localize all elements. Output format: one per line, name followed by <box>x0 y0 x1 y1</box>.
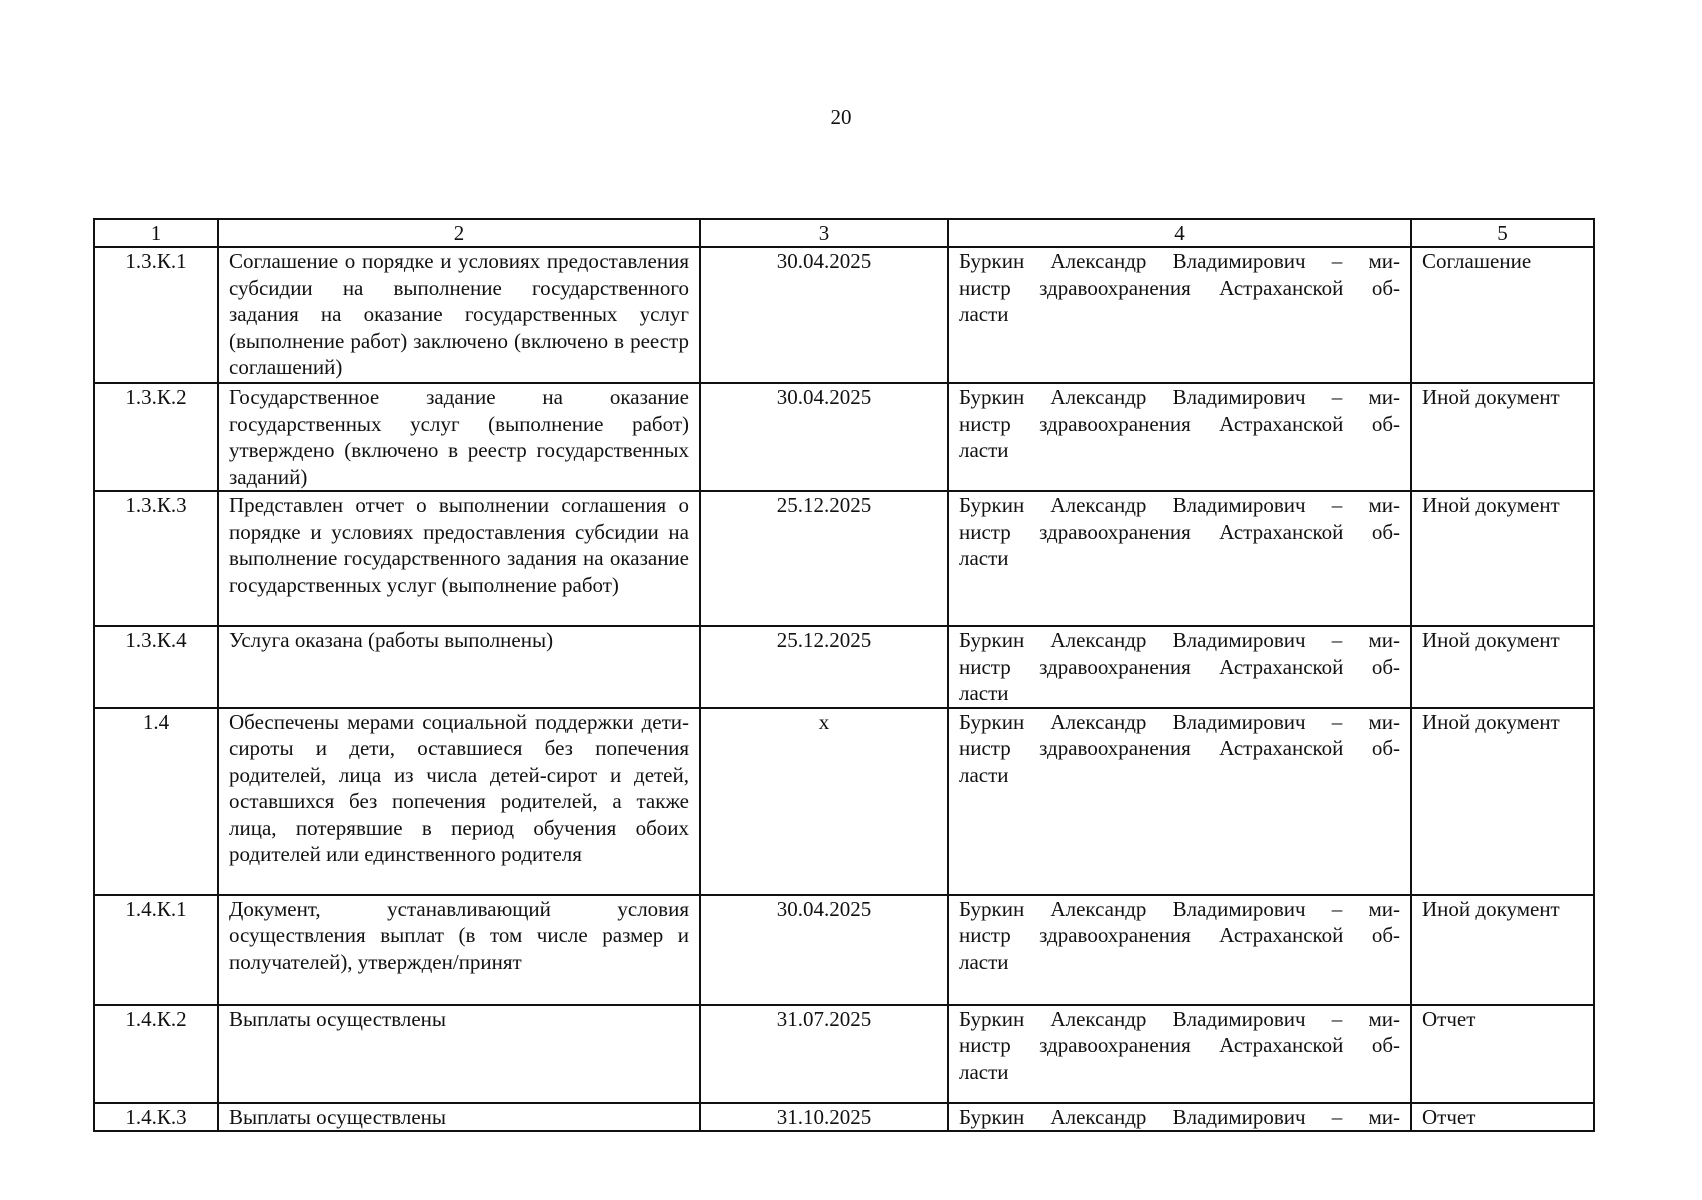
row-date: 31.10.2025 <box>700 1103 948 1132</box>
table-row <box>94 491 1594 626</box>
row-responsible <box>948 708 1411 895</box>
row-document-type: Иной документ <box>1411 491 1594 626</box>
row-number: 1.3.К.4 <box>94 626 218 708</box>
responsible-line: Буркин Александр Владимирович – ми- <box>959 628 1400 652</box>
row-document-type: Иной документ <box>1411 383 1594 491</box>
row-description: Соглашение о порядке и условиях предоставления субсидии на выполнение государственного задания на оказание государственных услуг (выполнение работ) заключено (включено в реестр соглашений) <box>218 247 700 383</box>
row-document-type: Отчет <box>1411 1005 1594 1103</box>
schedule-table-wrapper <box>93 218 1595 1132</box>
responsible-line: ласти <box>959 681 1009 705</box>
responsible-line: ласти <box>959 762 1009 787</box>
row-number: 1.4 <box>94 708 218 895</box>
table-row <box>94 383 1594 491</box>
responsible-line: нистр здравоохранения Астраханской об- <box>959 736 1400 760</box>
row-description: Государственное задание на оказание государственных услуг (выполнение работ) утверждено (включено в реестр государственных заданий) <box>218 383 700 491</box>
responsible-line: Буркин Александр Владимирович – ми- <box>959 249 1400 273</box>
row-date: 25.12.2025 <box>700 491 948 626</box>
row-document-type: Отчет <box>1411 1103 1594 1132</box>
responsible-line: Буркин Александр Владимирович – ми- <box>959 385 1400 409</box>
table-row <box>94 895 1594 1005</box>
row-number: 1.4.К.3 <box>94 1103 218 1132</box>
row-number: 1.3.К.2 <box>94 383 218 491</box>
responsible-line: ласти <box>959 438 1009 462</box>
row-number: 1.3.К.1 <box>94 247 218 383</box>
responsible-line: Буркин Александр Владимирович – ми- <box>959 709 1400 734</box>
row-description: Выплаты осуществлены <box>218 1103 700 1132</box>
responsible-line: ласти <box>959 1059 1009 1084</box>
row-date: х <box>700 708 948 895</box>
table-header-row <box>94 219 1594 247</box>
table-row <box>94 247 1594 383</box>
row-date: 30.04.2025 <box>700 247 948 383</box>
row-date: 31.07.2025 <box>700 1005 948 1103</box>
row-number: 1.4.К.1 <box>94 895 218 1005</box>
responsible-line: нистр здравоохранения Астраханской об- <box>959 1033 1400 1057</box>
responsible-line: Буркин Александр Владимирович – ми- <box>959 1006 1400 1031</box>
row-date: 30.04.2025 <box>700 895 948 1005</box>
responsible-line: нистр здравоохранения Астраханской об- <box>959 654 1400 679</box>
row-description: Услуга оказана (работы выполнены) <box>218 626 700 708</box>
row-document-type: Иной документ <box>1411 895 1594 1005</box>
column-header-5: 5 <box>1411 219 1594 247</box>
row-number: 1.3.К.3 <box>94 491 218 626</box>
row-date: 30.04.2025 <box>700 383 948 491</box>
responsible-line: нистр здравоохранения Астраханской об- <box>959 411 1400 436</box>
responsible-line: нистр здравоохранения Астраханской об- <box>959 519 1400 544</box>
column-header-3: 3 <box>700 219 948 247</box>
row-responsible <box>948 491 1411 626</box>
responsible-line: ласти <box>959 546 1009 570</box>
table-row <box>94 708 1594 895</box>
row-responsible <box>948 1005 1411 1103</box>
row-responsible <box>948 383 1411 491</box>
row-date: 25.12.2025 <box>700 626 948 708</box>
row-description: Обеспечены мерами социальной поддержки дети-сироты и дети, оставшиеся без попечения родителей, лица из числа детей-сирот и детей, оставшихся без попечения родителей, а также лица, потерявшие в период обучения обоих родителей или единственного родителя <box>218 708 700 895</box>
responsible-line: Буркин Александр Владимирович – ми- <box>959 493 1400 517</box>
responsible-line: Буркин Александр Владимирович – ми- <box>959 1104 1400 1129</box>
column-header-2: 2 <box>218 219 700 247</box>
row-description: Выплаты осуществлены <box>218 1005 700 1103</box>
row-responsible <box>948 247 1411 383</box>
row-description: Представлен отчет о выполнении соглашения о порядке и условиях предоставления субсидии на выполнение государственного задания на оказание государственных услуг (выполнение работ) <box>218 491 700 626</box>
row-description: Документ, устанавливающий условия осуществления выплат (в том числе размер и получателей), утвержден/принят <box>218 895 700 1005</box>
responsible-line: нистр здравоохранения Астраханской об- <box>959 275 1400 300</box>
page-number: 20 <box>830 105 852 129</box>
column-header-4: 4 <box>948 219 1411 247</box>
row-number: 1.4.К.2 <box>94 1005 218 1103</box>
responsible-line: Буркин Александр Владимирович – ми- <box>959 896 1400 921</box>
responsible-line: ласти <box>959 949 1009 974</box>
table-row <box>94 1103 1594 1132</box>
row-responsible <box>948 1103 1411 1132</box>
column-header-1: 1 <box>94 219 218 247</box>
row-responsible <box>948 626 1411 708</box>
row-document-type: Иной документ <box>1411 708 1594 895</box>
table-row <box>94 626 1594 708</box>
row-document-type: Иной документ <box>1411 626 1594 708</box>
row-responsible <box>948 895 1411 1005</box>
responsible-line: нистр здравоохранения Астраханской об- <box>959 923 1400 947</box>
table-row <box>94 1005 1594 1103</box>
row-document-type: Соглашение <box>1411 247 1594 383</box>
responsible-line: ласти <box>959 302 1009 326</box>
schedule-table <box>93 218 1595 1132</box>
